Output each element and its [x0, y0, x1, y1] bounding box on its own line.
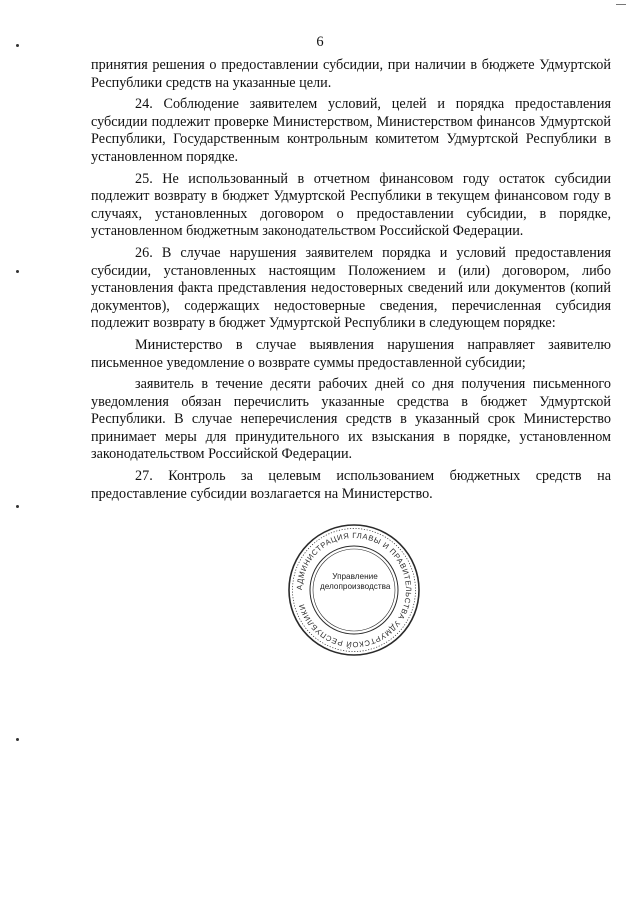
paragraph: 27. Контроль за целевым использованием бюджетных средств на предоставление субсидии возлагается на Министерство.: [91, 468, 611, 502]
margin-dot: [16, 738, 19, 741]
paragraph: Министерство в случае выявления нарушения направляет заявителю письменное уведомление о возврате суммы предоставленной субсидии;: [91, 336, 611, 371]
stamp-center-line: Управление: [332, 572, 378, 581]
paragraph: 24. Соблюдение заявителем условий, целей и порядка предоставления субсидии подлежит проверке Министерством, Министерством финансов Удмуртской Республики, Государственным контрольным комитетом Удмуртской Республики в установленном порядке.: [91, 96, 611, 165]
margin-dot: [16, 270, 19, 273]
paragraph: 25. Не использованный в отчетном финансовом году остаток субсидии подлежит возврату в бюджет Удмуртской Республики в текущем финансовом году в случаях, установленных договором о предоставлении субсидии, в порядке, установленном бюджетным законодательством Российской Федерации.: [91, 170, 611, 240]
document-body: [91, 57, 611, 507]
stamp-center-line: делопроизводства: [320, 582, 391, 591]
page-number: 6: [316, 34, 324, 50]
stamp-ring-text: АДМИНИСТРАЦИЯ ГЛАВЫ И ПРАВИТЕЛЬСТВА УДМУРТСКОЙ РЕСПУБЛИКИ: [294, 530, 414, 650]
margin-dot: [16, 505, 19, 508]
stamp-center-text: [320, 572, 390, 592]
paragraph: принятия решения о предоставлении субсидии, при наличии в бюджете Удмуртской Республики средств на указанные цели.: [91, 57, 611, 91]
paragraph: 26. В случае нарушения заявителем порядка и условий предоставления субсидии, установленных настоящим Положением и (или) договором, либо установления факта представления недостоверных сведений или документов (копий документов), содержащих недостоверные сведения, перечисленная субсидия подлежит возврату в бюджет Удмуртской Республики в следующем порядке:: [91, 244, 611, 332]
official-stamp: [286, 522, 422, 658]
paragraph: заявитель в течение десяти рабочих дней со дня получения письменного уведомления обязан перечислить указанные средства в бюджет Удмуртской Республики. В случае неперечисления средств в указанный срок Министерство принимает меры для принудительного их взыскания в порядке, установленном законодательством Российской Федерации.: [91, 376, 611, 463]
corner-mark: [616, 0, 626, 5]
